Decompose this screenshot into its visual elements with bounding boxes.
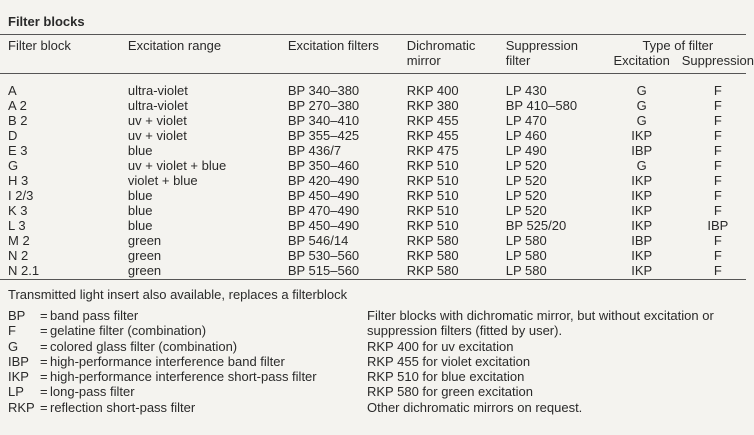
cell-suppression-filter: LP 460	[505, 128, 547, 143]
cell-excitation-filters: BP 470–490	[287, 203, 360, 218]
cell-dichromatic-mirror: RKP 475	[406, 143, 459, 158]
legend-abbreviation: BP	[8, 308, 26, 323]
page-title: Filter blocks	[8, 14, 85, 29]
cell-excitation-range: violet + blue	[127, 173, 198, 188]
legend-description: band pass filter	[50, 308, 139, 323]
cell-type-excitation: G	[636, 98, 647, 113]
header-suppression-filter	[506, 38, 602, 68]
cell-type-suppression: F	[713, 83, 722, 98]
side-note-line: suppression filters (fitted by user).	[367, 323, 563, 339]
cell-type-excitation: IKP	[631, 173, 653, 188]
cell-filter-block: I 2/3	[8, 188, 34, 203]
legend-abbreviation: IBP	[8, 353, 29, 369]
cell-filter-block: B 2	[8, 113, 28, 128]
table-row	[0, 113, 754, 128]
legend-abbreviation: RKP	[8, 399, 35, 415]
legend-item	[8, 339, 317, 354]
header-type-excitation: Excitation	[613, 53, 670, 68]
cell-excitation-range: blue	[127, 143, 153, 158]
cell-dichromatic-mirror: RKP 380	[406, 98, 459, 113]
cell-excitation-range: blue	[127, 218, 153, 233]
cell-excitation-range: blue	[127, 203, 153, 218]
cell-excitation-range: uv + violet + blue	[127, 158, 227, 173]
cell-excitation-range: ultra-violet	[127, 98, 188, 113]
cell-excitation-range: blue	[127, 188, 153, 203]
side-note-line: Filter blocks with dichromatic mirror, but without excitation or	[367, 308, 714, 323]
cell-filter-block: A	[8, 83, 17, 98]
table-row	[0, 248, 754, 263]
cell-type-suppression: F	[713, 173, 722, 188]
top-rule	[0, 34, 746, 35]
cell-filter-block: M 2	[8, 233, 30, 248]
dichromatic-mirror-notes	[367, 308, 747, 415]
cell-filter-block: K 3	[8, 203, 28, 218]
cell-excitation-range: green	[127, 248, 162, 263]
header-dichromatic-mirror	[407, 38, 506, 68]
cell-filter-block: L 3	[8, 218, 26, 233]
cell-excitation-range: uv + violet	[127, 128, 187, 143]
legend-item	[8, 400, 317, 415]
cell-type-excitation: IKP	[631, 188, 653, 203]
cell-excitation-range: uv + violet	[127, 113, 187, 128]
cell-type-suppression: F	[713, 203, 722, 218]
table-row	[0, 188, 754, 203]
cell-excitation-filters: BP 420–490	[287, 173, 360, 188]
legend-item	[8, 308, 317, 323]
legend-item	[8, 384, 317, 399]
cell-type-excitation: G	[636, 158, 647, 173]
cell-suppression-filter: LP 470	[505, 113, 547, 128]
legend-abbreviation: F	[8, 323, 16, 339]
legend-equals: =	[40, 353, 48, 369]
cell-dichromatic-mirror: RKP 580	[406, 233, 459, 248]
legend-abbreviation: LP	[8, 384, 24, 400]
cell-dichromatic-mirror: RKP 510	[406, 188, 459, 203]
legend-description: reflection short-pass filter	[50, 399, 196, 415]
cell-type-suppression: F	[713, 143, 722, 158]
table-row	[0, 158, 754, 173]
legend-description: long-pass filter	[50, 384, 135, 400]
legend-description: high-performance interference band filter	[50, 353, 285, 369]
legend-equals: =	[40, 399, 48, 415]
legend-description: high-performance interference short-pass filter	[50, 369, 317, 385]
side-note-line: Other dichromatic mirrors on request.	[367, 399, 583, 415]
cell-filter-block: G	[8, 158, 19, 173]
cell-excitation-filters: BP 436/7	[287, 143, 342, 158]
cell-dichromatic-mirror: RKP 455	[406, 128, 459, 143]
bottom-rule	[0, 279, 746, 280]
table-row	[0, 233, 754, 248]
table-row	[0, 143, 754, 158]
cell-excitation-filters: BP 450–490	[287, 218, 360, 233]
legend-equals: =	[40, 308, 48, 323]
header-type-suppression: Suppression	[681, 53, 754, 68]
cell-excitation-filters: BP 340–410	[287, 113, 360, 128]
legend-item	[8, 354, 317, 369]
cell-suppression-filter: BP 410–580	[505, 98, 578, 113]
cell-excitation-filters: BP 530–560	[287, 248, 360, 263]
cell-type-excitation: IKP	[631, 263, 653, 278]
header-suppression-line1: Suppression	[505, 38, 579, 53]
legend-equals: =	[40, 338, 48, 354]
abbreviation-legend	[8, 308, 317, 415]
cell-type-suppression: F	[713, 158, 722, 173]
cell-type-suppression: F	[713, 98, 722, 113]
cell-excitation-filters: BP 270–380	[287, 98, 360, 113]
cell-type-suppression: IBP	[707, 218, 729, 233]
legend-abbreviation: G	[8, 338, 19, 354]
cell-filter-block: D	[8, 128, 18, 143]
legend-description: colored glass filter (combination)	[50, 338, 238, 354]
cell-filter-block: N 2	[8, 248, 29, 263]
table-row	[0, 128, 754, 143]
cell-suppression-filter: LP 580	[505, 233, 547, 248]
side-note-line: RKP 510 for blue excitation	[367, 369, 525, 385]
table-row	[0, 263, 754, 278]
cell-dichromatic-mirror: RKP 510	[406, 158, 459, 173]
legend-description: gelatine filter (combination)	[50, 323, 207, 339]
table-row	[0, 173, 754, 188]
legend-item	[8, 369, 317, 384]
cell-excitation-range: green	[127, 263, 162, 278]
legend-equals: =	[40, 323, 48, 339]
cell-type-excitation: G	[636, 83, 647, 98]
header-type-of-filter: Type of filter	[642, 38, 714, 53]
header-suppression-line2: filter	[505, 53, 531, 68]
legend-item	[8, 323, 317, 338]
cell-dichromatic-mirror: RKP 510	[406, 203, 459, 218]
cell-excitation-range: green	[127, 233, 162, 248]
table-header-row	[0, 38, 754, 53]
transmitted-light-note: Transmitted light insert also available, replaces a filterblock	[8, 287, 348, 302]
cell-excitation-range: ultra-violet	[127, 83, 188, 98]
cell-suppression-filter: LP 520	[505, 188, 547, 203]
cell-suppression-filter: LP 580	[505, 248, 547, 263]
header-dichromatic-line1: Dichromatic	[406, 38, 476, 53]
cell-excitation-filters: BP 340–380	[287, 83, 360, 98]
filter-table	[0, 38, 754, 278]
cell-dichromatic-mirror: RKP 510	[406, 173, 459, 188]
cell-type-suppression: F	[713, 248, 722, 263]
cell-excitation-filters: BP 546/14	[287, 233, 349, 248]
cell-suppression-filter: LP 520	[505, 203, 547, 218]
legend-abbreviation: IKP	[8, 369, 29, 385]
cell-dichromatic-mirror: RKP 400	[406, 83, 459, 98]
side-note-line: RKP 580 for green excitation	[367, 384, 533, 400]
cell-filter-block: N 2.1	[8, 263, 40, 278]
cell-type-excitation: IKP	[631, 203, 653, 218]
legend-equals: =	[40, 384, 48, 400]
cell-type-excitation: IBP	[631, 143, 653, 158]
cell-dichromatic-mirror: RKP 455	[406, 113, 459, 128]
header-dichromatic-line2: mirror	[406, 53, 441, 68]
cell-filter-block: A 2	[8, 98, 27, 113]
cell-type-excitation: IKP	[631, 128, 653, 143]
cell-suppression-filter: LP 490	[505, 143, 547, 158]
table-row	[0, 98, 754, 113]
cell-excitation-filters: BP 450–490	[287, 188, 360, 203]
cell-type-suppression: F	[713, 263, 722, 278]
cell-suppression-filter: LP 520	[505, 173, 547, 188]
cell-type-suppression: F	[713, 188, 722, 203]
cell-type-suppression: F	[713, 128, 722, 143]
header-excitation-filters: Excitation filters	[287, 38, 379, 53]
cell-type-excitation: G	[636, 113, 647, 128]
cell-excitation-filters: BP 355–425	[287, 128, 360, 143]
cell-type-suppression: F	[713, 113, 722, 128]
cell-type-excitation: IKP	[631, 248, 653, 263]
table-row	[0, 218, 754, 233]
cell-dichromatic-mirror: RKP 510	[406, 218, 459, 233]
cell-suppression-filter: BP 525/20	[505, 218, 567, 233]
table-row	[0, 83, 754, 98]
cell-suppression-filter: LP 430	[505, 83, 547, 98]
cell-type-excitation: IKP	[631, 218, 653, 233]
side-note-line: RKP 400 for uv excitation	[367, 338, 514, 354]
cell-excitation-filters: BP 350–460	[287, 158, 360, 173]
header-excitation-range: Excitation range	[127, 38, 222, 53]
header-filter-block: Filter block	[8, 38, 71, 53]
cell-filter-block: E 3	[8, 143, 28, 158]
cell-type-excitation: IBP	[631, 233, 653, 248]
cell-dichromatic-mirror: RKP 580	[406, 263, 459, 278]
legend-equals: =	[40, 369, 48, 385]
cell-filter-block: H 3	[8, 173, 29, 188]
filter-table-body	[0, 83, 754, 278]
cell-suppression-filter: LP 520	[505, 158, 547, 173]
cell-excitation-filters: BP 515–560	[287, 263, 360, 278]
side-note-line: RKP 455 for violet excitation	[367, 353, 531, 369]
cell-dichromatic-mirror: RKP 580	[406, 248, 459, 263]
table-row	[0, 203, 754, 218]
cell-type-suppression: F	[713, 233, 722, 248]
cell-suppression-filter: LP 580	[505, 263, 547, 278]
